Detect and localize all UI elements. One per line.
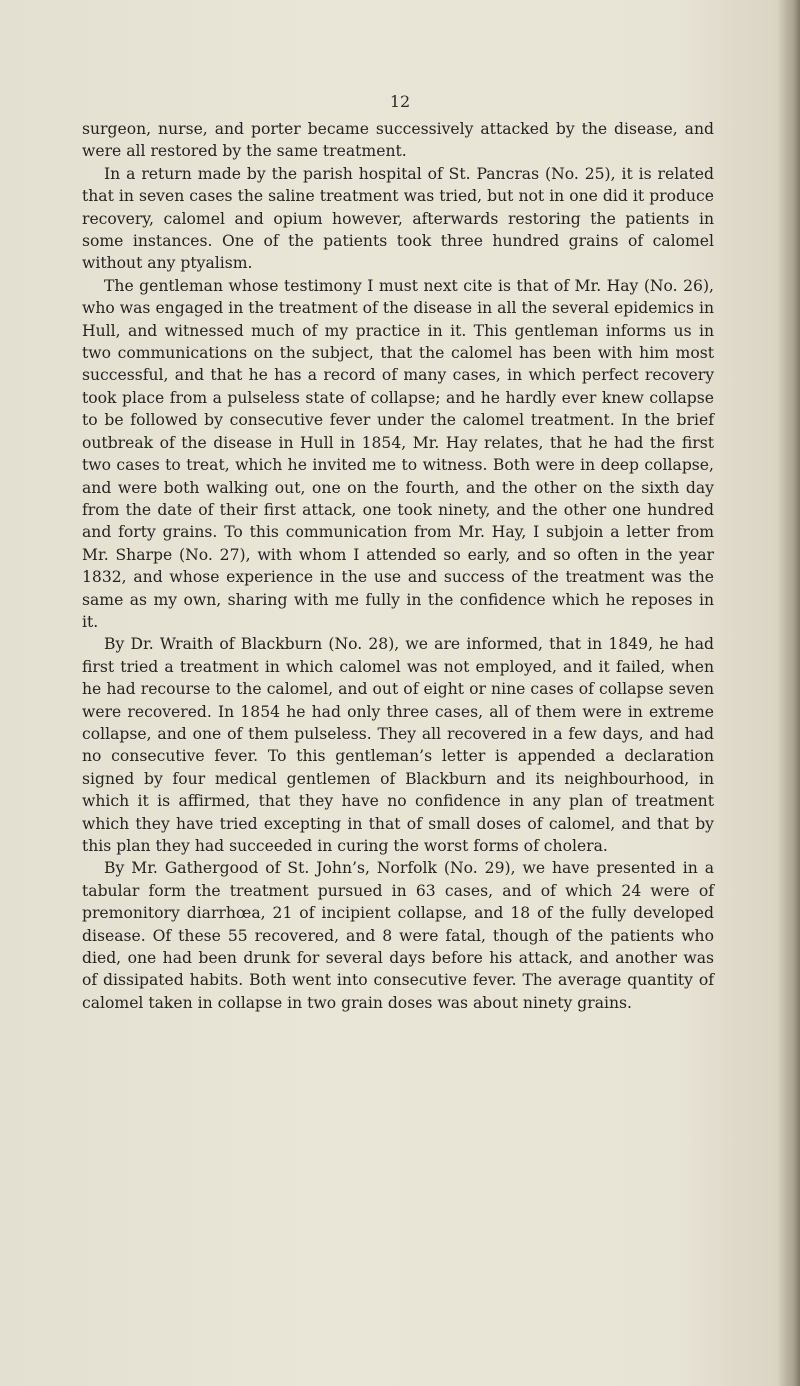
paragraph-mr-hay: The gentleman whose testimony I must next cite is that of Mr. Hay (No. 26), who was engaged in the treatment of the disease in all the several epidemics in Hull, and witnessed much of my practice in it. This gentleman informs us in two communications on the subject, that the calomel has been with him most successful, and that he has a record of many cases, in which perfect recovery took place from a pulseless state of collapse; and he hardly ever knew collapse to be followed by consecutive fever under the calomel treatment. In the brief outbreak of the disease in Hull in 1854, Mr. Hay relates, that he had the first two cases to treat, which he invited me to witness. Both were in deep collapse, and were both walking out, one on the fourth, and the other on the sixth day from the date of their first attack, one took ninety, and the other one hundred and forty grains. To this communication from Mr. Hay, I subjoin a letter from Mr. Sharpe (No. 27), with whom I attended so early, and so often in the year 1832, and whose experience in the use and success of the treatment was the same as my own, sharing with me fully in the confidence which he reposes in it.: [82, 276, 714, 631]
paragraph-continuation: surgeon, nurse, and porter became successively attacked by the disease, and were all restored by the same treatment.: [82, 120, 714, 161]
paragraph-mr-gathergood: By Mr. Gathergood of St. John’s, Norfolk (No. 29), we have presented in a tabular form the treatment pursued in 63 cases, and of which 24 were of premonitory diarrhœa, 21 of incipient collapse, and 18 of the fully developed disease. Of these 55 recovered, and 8 were fatal, though of the patients who died, one had been drunk for several days before his attack, and another was of dissipated habits. Both went into consecutive fever. The average quantity of calomel taken in collapse in two grain doses was about ninety grains.: [82, 859, 714, 1012]
body-text: [82, 118, 714, 1014]
paragraph-dr-wraith: By Dr. Wraith of Blackburn (No. 28), we are informed, that in 1849, he had first tried a treatment in which calomel was not employed, and it failed, when he had recourse to the calomel, and out of eight or nine cases of collapse seven were recovered. In 1854 he had only three cases, all of them were in extreme collapse, and one of them pulseless. They all recovered in a few days, and had no consecutive fever. To this gentleman’s letter is appended a declaration signed by four medical gentlemen of Blackburn and its neighbourhood, in which it is affirmed, that they have no confidence in any plan of treatment which they have tried excepting in that of small doses of calomel, and that by this plan they had succeeded in curing the worst forms of cholera.: [82, 635, 714, 855]
paragraph-st-pancras: In a return made by the parish hospital of St. Pancras (No. 25), it is related that in seven cases the saline treatment was tried, but not in one did it produce recovery, calomel and opium however, afterwards restoring the patients in some instances. One of the patients took three hundred grains of calomel without any ptyalism.: [82, 164, 714, 273]
page-number: 12: [389, 92, 411, 111]
page-edge-shadow: [778, 0, 800, 1386]
